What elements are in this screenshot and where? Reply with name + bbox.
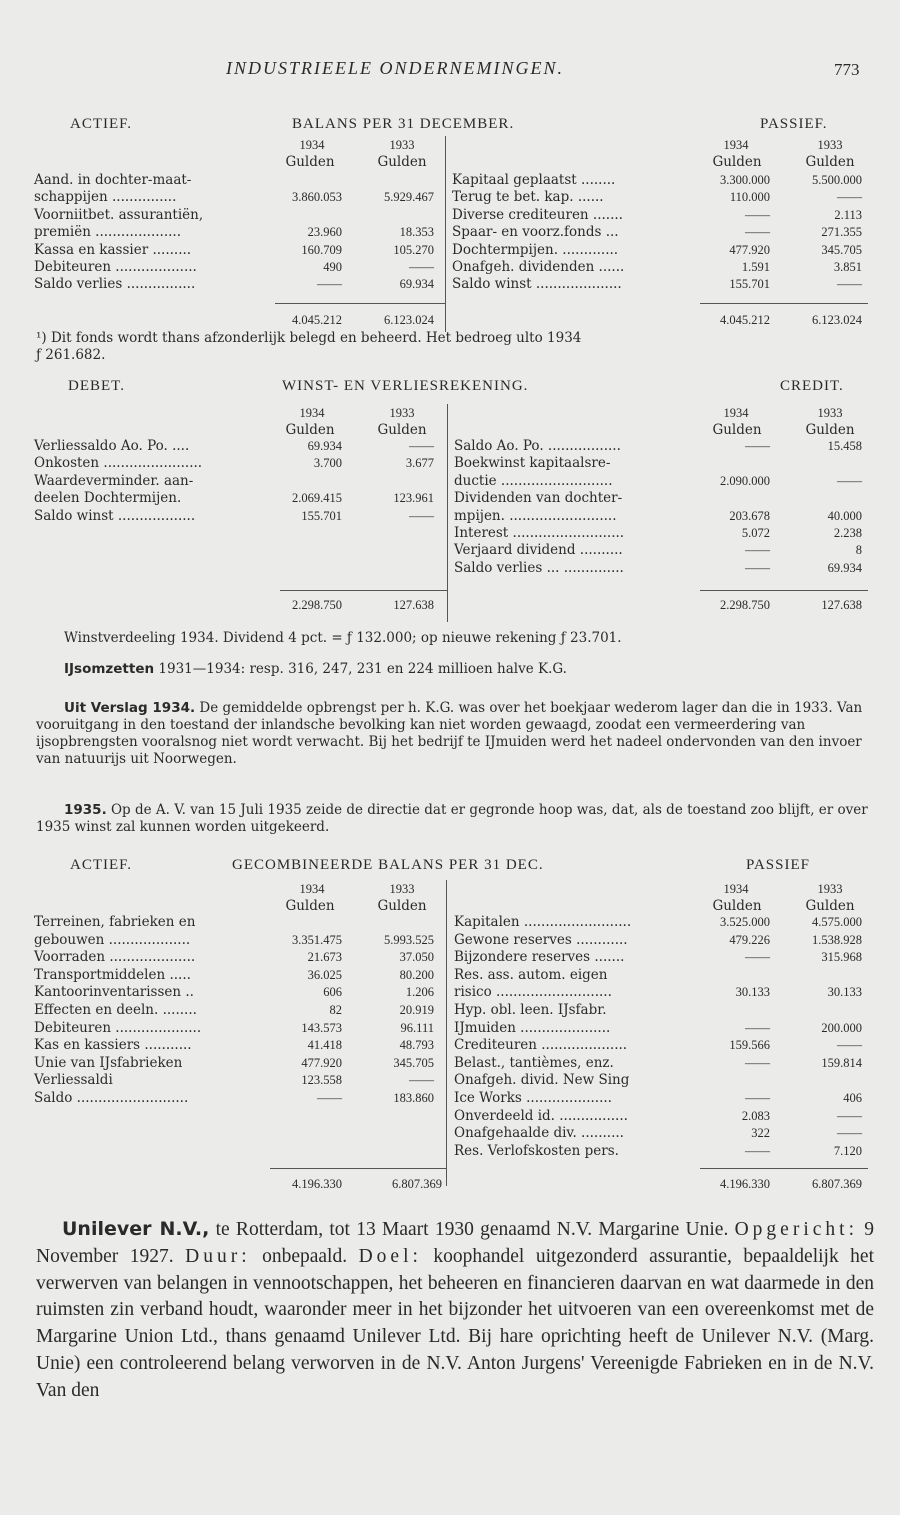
b3-right-row-value-1933: 159.814 <box>821 1055 862 1070</box>
b1-divider <box>445 136 446 332</box>
b2-right-row-value-1933: 8 <box>855 543 862 558</box>
b1-right-row-value-1933: 3.851 <box>833 260 862 274</box>
b1-left-row-label: Saldo verlies ................ <box>34 276 196 293</box>
b2-right-row-label: Verjaard dividend .......... <box>454 542 623 559</box>
unilever-text-1: te Rotterdam, tot 13 Maart 1930 genaamd N.V. Margarine Unie. <box>209 1219 735 1240</box>
unilever-name: Unilever N.V., <box>62 1218 210 1240</box>
y1935-paragraph <box>36 802 874 836</box>
b1-right-head: PASSIEF. <box>760 116 828 132</box>
b1-right-row-value-1933: 2.113 <box>834 207 862 222</box>
y1935-text: Op de A. V. van 15 Juli 1935 zeide de directie dat er gegronde hoop was, dat, als de toestand zoo blijft, er over 1935 winst zal kunnen worden uitgekeerd. <box>36 802 868 835</box>
b3-right-total-1933: 6.807.369 <box>812 1177 862 1191</box>
b2-left-row-label: Onkosten ....................... <box>34 455 203 472</box>
b3-r-year2: 1933 <box>817 882 843 896</box>
b2-l-year2: 1933 <box>389 406 415 420</box>
b2-left-row-value-1934: 2.069.415 <box>292 491 342 506</box>
b1-footnote-line1: ¹) Dit fonds wordt thans afzonderlijk belegd en beheerd. Het bedroeg ulto 1934 <box>36 330 582 346</box>
b2-title: WINST- EN VERLIESREKENING. <box>282 378 529 394</box>
b3-right-row-value-1933: 1.538.928 <box>812 932 862 947</box>
b1-r-year2: 1933 <box>817 138 843 152</box>
b2-right-row-value-1934: 2.090.000 <box>720 473 770 488</box>
b1-right-row-label: Onafgeh. dividenden ...... <box>452 259 625 275</box>
b3-left-row-value-1933: 1.206 <box>405 985 434 1000</box>
y1935-head: 1935. <box>64 802 107 818</box>
b2-r-year1: 1934 <box>723 406 749 420</box>
ijsomzetten-text: 1931—1934: resp. 316, 247, 231 en 224 millioen halve K.G. <box>154 661 567 677</box>
b3-right-row-value-1934: —— <box>745 1055 770 1070</box>
b2-left-row-value-1934: 69.934 <box>307 439 342 453</box>
b3-left-row-value-1934: 606 <box>323 985 342 1000</box>
b1-left-total-1934: 4.045.212 <box>292 313 342 327</box>
b2-right-row-label: Dividenden van dochter- <box>454 490 623 507</box>
b3-title: GECOMBINEERDE BALANS PER 31 DEC. <box>232 857 544 873</box>
b3-right-row-label: Ice Works .................... <box>454 1090 612 1106</box>
b1-right-row-value-1934: 1.591 <box>741 260 770 274</box>
b3-right-row-label: Onafgehaalde div. .......... <box>454 1125 624 1142</box>
b3-left-row-value-1934: —— <box>317 1091 342 1105</box>
b1-left-row-value-1933: 5.929.467 <box>384 190 434 205</box>
b2-left-row-label: Waardeverminder. aan- <box>34 472 194 489</box>
b2-left-total-1933: 127.638 <box>393 598 434 612</box>
b1-left-row-value-1934: 490 <box>323 260 342 274</box>
b2-r-cur1: Gulden <box>712 422 762 438</box>
b3-l-cur1: Gulden <box>285 898 335 914</box>
b3-left-total-1934: 4.196.330 <box>292 1177 342 1191</box>
b3-left-row-label: Transportmiddelen ..... <box>34 966 191 983</box>
b2-left-row-value-1933: 3.677 <box>405 456 434 471</box>
unilever-opgericht-label: Opgericht: <box>734 1219 858 1240</box>
b1-right-row-value-1934: 3.300.000 <box>720 173 770 187</box>
b3-left-row-value-1934: 123.558 <box>301 1073 342 1088</box>
b1-left-row-value-1934: 3.860.053 <box>292 190 342 205</box>
b3-right-row-label: Hyp. obl. leen. IJsfabr. <box>454 1002 607 1018</box>
b2-left-row-value-1933: —— <box>409 439 434 453</box>
b3-right-row-value-1934: 2.083 <box>741 1108 770 1123</box>
b3-left-row-value-1934: 36.025 <box>307 967 342 982</box>
b2-left-row-value-1934: 155.701 <box>301 508 342 523</box>
unilever-text-2: 9 November 1927. <box>36 1219 875 1267</box>
b3-divider <box>446 880 447 1186</box>
b3-right-row-value-1933: —— <box>837 1038 862 1053</box>
b2-left-row-label: deelen Dochtermijen. <box>34 490 182 507</box>
b1-left-row-value-1934: —— <box>317 277 342 292</box>
b3-left-row-value-1934: 477.920 <box>301 1055 342 1070</box>
b1-right-row-value-1933: —— <box>837 190 862 205</box>
b2-right-row-value-1933: —— <box>837 473 862 488</box>
b3-left-row-value-1933: 96.111 <box>400 1020 434 1035</box>
b1-left-row-label: Aand. in dochter-maat- <box>34 172 192 188</box>
b1-left-row-value-1933: 105.270 <box>393 242 434 257</box>
b3-left-row-value-1934: 3.351.475 <box>292 932 342 947</box>
b1-right-total-rule <box>700 303 868 304</box>
b1-right-row-value-1934: 477.920 <box>729 242 770 257</box>
b2-right-row-value-1934: —— <box>745 543 770 558</box>
b2-right-row-value-1933: 69.934 <box>827 560 862 575</box>
b1-right-total-1933: 6.123.024 <box>812 313 862 327</box>
b2-l-cur2: Gulden <box>377 422 427 438</box>
b2-right-row-label: Interest .......................... <box>454 525 625 541</box>
b2-right-row-label: Boekwinst kapitaalsre- <box>454 455 611 472</box>
unilever-duur-label: Duur: <box>185 1245 251 1267</box>
b3-right-row-value-1934: 3.525.000 <box>720 915 770 929</box>
b1-right-row-label: Diverse crediteuren ....... <box>452 206 623 223</box>
b1-right-row-value-1934: 155.701 <box>729 277 770 292</box>
b3-right-row-value-1933: 406 <box>843 1091 862 1105</box>
b3-r-cur2: Gulden <box>805 898 855 914</box>
b3-left-row-value-1933: 20.919 <box>399 1003 434 1017</box>
b2-left-total-rule <box>280 590 447 591</box>
winstverdeeling: Winstverdeeling 1934. Dividend 4 pct. = ƒ 132.000; op nieuwe rekening ƒ 23.701. <box>64 630 622 646</box>
b2-r-cur2: Gulden <box>805 422 855 438</box>
b3-left-row-label: Saldo .......................... <box>34 1090 189 1106</box>
b1-left-row-value-1933: 18.353 <box>399 225 434 240</box>
b3-left-total-rule <box>270 1168 446 1169</box>
b3-right-row-value-1933: —— <box>837 1126 862 1141</box>
b1-right-row-value-1934: —— <box>745 207 770 222</box>
b3-left-row-label: Kantoorinventarissen .. <box>34 984 194 1001</box>
b1-left-row-value-1934: 23.960 <box>307 225 342 240</box>
b3-left-row-value-1933: 5.993.525 <box>384 932 434 947</box>
b2-left-row-value-1933: 123.961 <box>393 491 434 506</box>
b1-left-row-label: schappijen ............... <box>34 189 177 206</box>
b3-right-row-label: Bijzondere reserves ....... <box>454 949 625 966</box>
b1-right-row-label: Kapitaal geplaatst ........ <box>452 172 616 188</box>
b3-right-row-label: Onverdeeld id. ................ <box>454 1107 628 1124</box>
b3-left-row-label: Unie van IJsfabrieken <box>34 1054 183 1071</box>
b3-right-head: PASSIEF <box>746 857 810 873</box>
b2-right-row-value-1934: —— <box>745 439 770 453</box>
b3-right-row-value-1933: —— <box>837 1108 862 1123</box>
unilever-text-3: onbepaald. <box>250 1245 359 1267</box>
b3-left-row-value-1934: 21.673 <box>307 950 342 965</box>
b1-right-row-value-1933: 345.705 <box>821 242 862 257</box>
b3-l-year1: 1934 <box>299 882 325 896</box>
b3-right-row-value-1933: 7.120 <box>833 1143 862 1158</box>
b2-left-row-value-1934: 3.700 <box>313 456 342 471</box>
b2-divider <box>447 404 448 622</box>
b3-r-year1: 1934 <box>723 882 749 896</box>
b2-right-total-1933: 127.638 <box>821 598 862 612</box>
b2-l-year1: 1934 <box>299 406 325 420</box>
b1-left-row-value-1933: —— <box>409 260 434 274</box>
b3-left-row-label: Verliessaldi <box>34 1072 113 1089</box>
b2-right-head: CREDIT. <box>780 378 844 394</box>
b3-left-row-label: Kas en kassiers ........... <box>34 1037 192 1054</box>
b1-r-year1: 1934 <box>723 138 749 152</box>
b3-right-row-value-1934: 322 <box>751 1126 770 1141</box>
b1-right-row-label: Terug te bet. kap. ...... <box>452 189 604 206</box>
b2-l-cur1: Gulden <box>285 422 335 438</box>
b3-left-row-label: Effecten en deeln. ........ <box>34 1002 197 1018</box>
b2-left-head: DEBET. <box>68 378 125 394</box>
b3-right-row-label: Res. Verlofskosten pers. <box>454 1142 619 1159</box>
b1-right-row-label: Saldo winst .................... <box>452 276 622 293</box>
b2-right-row-value-1933: 2.238 <box>833 526 862 540</box>
b3-left-row-label: gebouwen ................... <box>34 931 191 948</box>
b1-left-row-value-1934: 160.709 <box>301 242 342 257</box>
b3-right-row-label: Belast., tantièmes, enz. <box>454 1054 614 1071</box>
b2-right-row-label: Saldo Ao. Po. ................. <box>454 438 621 454</box>
b3-right-row-value-1933: 30.133 <box>827 985 862 1000</box>
b3-right-row-value-1934: 159.566 <box>729 1038 770 1053</box>
b3-right-row-label: risico ........................... <box>454 984 612 1001</box>
ijsomzetten <box>64 661 567 678</box>
b2-left-row-value-1933: —— <box>409 508 434 523</box>
b3-right-row-value-1934: 30.133 <box>735 985 770 1000</box>
b3-right-row-value-1933: 200.000 <box>821 1020 862 1035</box>
b3-right-row-value-1934: 479.226 <box>729 932 770 947</box>
unilever-doel-label: Doel: <box>358 1245 422 1267</box>
b1-r-cur1: Gulden <box>712 154 762 170</box>
b1-left-head: ACTIEF. <box>70 116 133 132</box>
b2-left-total-1934: 2.298.750 <box>292 598 342 612</box>
b3-left-head: ACTIEF. <box>70 857 133 873</box>
b1-left-total-rule <box>275 303 445 304</box>
b2-right-row-value-1934: —— <box>745 560 770 575</box>
b3-right-row-value-1934: —— <box>745 1091 770 1105</box>
b1-left-row-label: premiën .................... <box>34 224 182 241</box>
b1-r-cur2: Gulden <box>805 154 855 170</box>
b2-left-row-label: Saldo winst .................. <box>34 507 196 524</box>
b1-left-row-value-1933: 69.934 <box>399 277 434 292</box>
b2-right-row-value-1934: 203.678 <box>729 508 770 523</box>
b2-right-row-label: Saldo verlies ... .............. <box>454 559 624 576</box>
b2-r-year2: 1933 <box>817 406 843 420</box>
b3-left-row-value-1934: 143.573 <box>301 1020 342 1035</box>
b3-left-total-1933: 6.807.369 <box>392 1177 442 1191</box>
b3-right-total-rule <box>700 1168 868 1169</box>
b2-right-row-label: ductie .......................... <box>454 472 613 489</box>
b2-right-row-value-1933: 40.000 <box>827 508 862 523</box>
b3-right-row-value-1934: —— <box>745 1143 770 1158</box>
b3-right-row-label: Kapitalen ......................... <box>454 914 632 930</box>
verslag-paragraph <box>36 700 874 768</box>
b1-right-total-1934: 4.045.212 <box>720 313 770 327</box>
b1-left-total-1933: 6.123.024 <box>384 313 434 327</box>
b3-l-cur2: Gulden <box>377 898 427 914</box>
unilever-text-4: koophandel uitgezonderd assurantie, bepaaldelijk het verwerven van belangen in vennootschappen, het beheeren en financieren daarvan en wat daarmede in den ruimsten zin verband houdt, waaronder meer in het bijzonder het uitvoeren van een overeenkomst met de Margarine Union Ltd., thans genaamd Unilever Ltd. Bij hare oprichting heeft de Unilever N.V. (Marg. Unie) een controleerend belang verworven in de N.V. Anton Jurgens' Vereenigde Fabrieken en in de N.V. Van den <box>36 1245 874 1401</box>
b3-left-row-value-1934: 41.418 <box>307 1038 342 1053</box>
b3-left-row-value-1933: —— <box>409 1073 434 1088</box>
b1-right-row-value-1933: 271.355 <box>821 225 862 240</box>
b2-right-row-value-1934: 5.072 <box>741 526 770 540</box>
verslag-head: Uit Verslag 1934. <box>64 700 196 716</box>
b2-right-row-label: mpijen. ......................... <box>454 507 617 524</box>
b1-l-cur1: Gulden <box>285 154 335 170</box>
b3-l-year2: 1933 <box>389 882 415 896</box>
b3-right-row-value-1933: 315.968 <box>821 950 862 965</box>
b3-left-row-label: Terreinen, fabrieken en <box>34 914 196 930</box>
b3-right-row-label: IJmuiden ..................... <box>454 1019 611 1036</box>
b3-left-row-label: Debiteuren .................... <box>34 1019 202 1036</box>
b1-left-row-label: Voorniitbet. assurantiën, <box>34 206 204 223</box>
b1-footnote-line2: ƒ 261.682. <box>36 347 106 363</box>
b1-left-row-label: Debiteuren ................... <box>34 259 197 275</box>
b3-right-row-label: Gewone reserves ............ <box>454 931 628 948</box>
b3-left-row-value-1933: 183.860 <box>393 1091 434 1105</box>
b3-right-row-label: Crediteuren .................... <box>454 1037 628 1054</box>
b1-right-row-value-1933: —— <box>837 277 862 292</box>
b1-l-year1: 1934 <box>299 138 325 152</box>
ijsomzetten-head: IJsomzetten <box>64 661 155 677</box>
b2-right-total-1934: 2.298.750 <box>720 598 770 612</box>
b2-right-row-value-1933: 15.458 <box>827 439 862 453</box>
b3-left-row-value-1933: 345.705 <box>393 1055 434 1070</box>
b1-right-row-value-1934: 110.000 <box>729 190 770 205</box>
b1-l-year2: 1933 <box>389 138 415 152</box>
b3-left-row-value-1934: 82 <box>329 1003 342 1017</box>
b3-left-row-label: Voorraden .................... <box>34 949 196 966</box>
b1-l-cur2: Gulden <box>377 154 427 170</box>
b3-right-row-label: Onafgeh. divid. New Sing <box>454 1072 630 1089</box>
b2-right-total-rule <box>700 590 868 591</box>
b3-left-row-value-1933: 80.200 <box>399 967 434 982</box>
b3-right-total-1934: 4.196.330 <box>720 1177 770 1191</box>
b1-right-row-label: Spaar- en voorz.fonds ... <box>452 224 619 241</box>
b1-right-row-value-1933: 5.500.000 <box>812 173 862 187</box>
b3-right-row-label: Res. ass. autom. eigen <box>454 966 608 983</box>
b3-left-row-value-1933: 48.793 <box>399 1038 434 1053</box>
b2-left-row-label: Verliessaldo Ao. Po. .... <box>34 438 190 454</box>
b3-right-row-value-1934: —— <box>745 950 770 965</box>
b1-right-row-value-1934: —— <box>745 225 770 240</box>
b1-title: BALANS PER 31 DECEMBER. <box>292 116 515 132</box>
page-number: 773 <box>834 60 860 79</box>
b3-r-cur1: Gulden <box>712 898 762 914</box>
running-head: INDUSTRIEELE ONDERNEMINGEN. <box>226 58 564 78</box>
verslag-text: De gemiddelde opbrengst per h. K.G. was over het boekjaar wederom lager dan die in 1933. Van vooruitgang in den toestand der inlandsche bevolking kan niet worden gewaagd, zoodat een vermeerdering van ijsopbrengsten vooralsnog niet wordt verwacht. Bij het bedrijf te IJmuiden werd het nadeel ondervonden van den invoer van natuurijs uit Noorwegen. <box>36 700 863 767</box>
b1-right-row-label: Dochtermpijen. ............. <box>452 241 619 258</box>
unilever-paragraph <box>36 1216 874 1405</box>
b3-right-row-value-1934: —— <box>745 1020 770 1035</box>
b3-left-row-value-1933: 37.050 <box>399 950 434 965</box>
b1-left-row-label: Kassa en kassier ......... <box>34 241 192 258</box>
b3-right-row-value-1933: 4.575.000 <box>812 915 862 929</box>
